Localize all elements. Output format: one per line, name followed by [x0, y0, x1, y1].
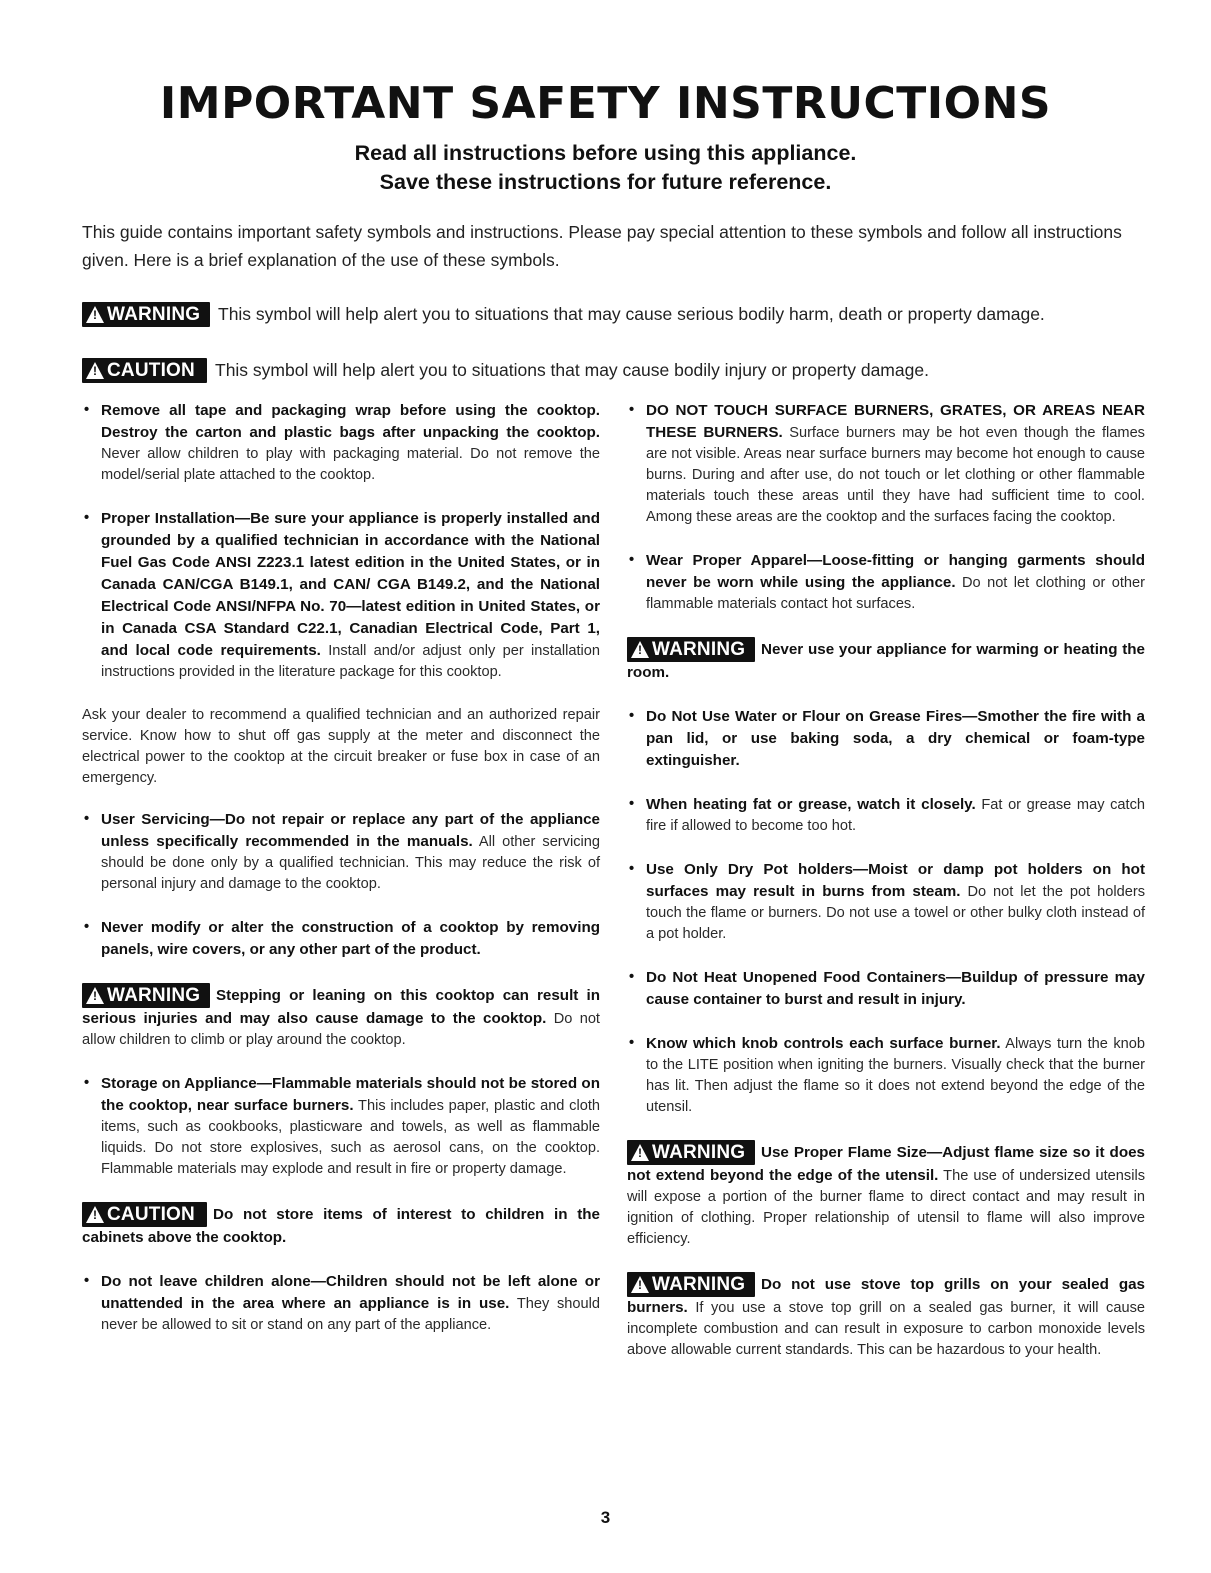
warning-paragraph: ! WARNING Stepping or leaning on this cooktop can result in serious injuries and may also cause damage to the cooktop. Do not allow children to climb or play around the cooktop. [82, 983, 600, 1051]
emergency-paragraph: Ask your dealer to recommend a qualified technician and an authorized repair service. Know how to shut off gas supply at the meter and disconnect the electrical power to the cooktop at the circuit breaker or fuse box in case of an emergency. [82, 707, 600, 786]
page-title: IMPORTANT SAFETY INSTRUCTIONS [159, 78, 1052, 129]
list-item: • Remove all tape and packaging wrap before using the cooktop. Destroy the carton and plastic bags after unpacking the cooktop. Never allow children to play with packaging material. Do not remove the model/serial plate attached to the cooktop. [84, 402, 600, 483]
list-item: • Do Not Use Water or Flour on Grease Fires—Smother the fire with a pan lid, or use baking soda, a dry chemical or foam-type extinguisher. [629, 708, 1145, 769]
subtitle-save: Save these instructions for future reference. [379, 170, 832, 194]
list-item: • Use Only Dry Pot holders—Moist or damp pot holders on hot surfaces may result in burns from steam. Do not let the pot holders touch the flame or burners. Do not use a towel or other bulky cloth instead of a pot holder. [629, 861, 1146, 942]
caution-triangle-icon [86, 1206, 104, 1223]
caution-symbol-text: This symbol will help alert you to situations that may cause bodily injury or property damage. [215, 360, 929, 380]
warning-triangle-icon [631, 1144, 649, 1161]
intro-paragraph: This guide contains important safety symbols and instructions. Please pay special attention to these symbols and follow all instructions given. Here is a brief explanation of the use of these symbols. [82, 222, 1122, 270]
warning-badge: ! WARNING [627, 1272, 755, 1297]
bullet: • [629, 552, 635, 568]
list-item: • Never modify or alter the construction of a cooktop by removing panels, wire covers, or any other part of the product. [84, 919, 600, 958]
warning-symbol-text: This symbol will help alert you to situations that may cause serious bodily harm, death or property damage. [218, 304, 1045, 324]
list-item: • DO NOT TOUCH SURFACE BURNERS, GRATES, OR AREAS NEAR THESE BURNERS. Surface burners may be hot even though the flames are not visible. Areas near surface burners may become hot enough to cause burns. During and after use, do not touch or let clothing or other flammable materials touch these areas until they have had sufficient time to cool. Among these areas are the cooktop and the surfaces facing the cooktop. [629, 402, 1145, 525]
bullet: • [84, 811, 90, 827]
list-item: • Proper Installation—Be sure your appliance is properly installed and grounded by a qualified technician in accordance with the National Fuel Gas Code ANSI Z223.1 latest edition in the United States, or in Canada CAN/CGA B149.1, and CAN/ CGA B149.2, and the National Electrical Code ANSI/NFPA No. 70—latest edition in United States, or in Canada CSA Standard C22.1, Canadian Electrical Code, Part 1, and local code requirements. Install and/or adjust only per installation instructions provided in the literature package for this cooktop. [84, 510, 600, 680]
right-column [627, 400, 1145, 1383]
warning-paragraph: ! WARNING Never use your appliance for warming or heating the room. [627, 637, 1145, 684]
caution-badge: ! CAUTION [82, 1202, 207, 1227]
caution-badge: ! CAUTION [82, 358, 207, 383]
list-item: • Wear Proper Apparel—Loose-fitting or hanging garments should never be worn while using the appliance. Do not let clothing or other flammable materials contact hot surfaces. [629, 552, 1145, 612]
bullet: • [84, 402, 90, 418]
list-item: • Do Not Heat Unopened Food Containers—Buildup of pressure may cause container to burst and result in injury. [629, 969, 1145, 1008]
bullet: • [629, 796, 635, 812]
warning-triangle-icon [631, 641, 649, 658]
bullet: • [629, 861, 635, 877]
warning-triangle-icon [86, 306, 104, 323]
list-item: • When heating fat or grease, watch it closely. Fat or grease may catch fire if allowed to become too hot. [629, 796, 1145, 834]
page-number: 3 [600, 1508, 611, 1527]
left-column [82, 400, 600, 1358]
subtitle-read: Read all instructions before using this appliance. [354, 141, 857, 165]
bullet: • [84, 919, 90, 935]
warning-badge: ! WARNING [82, 302, 210, 327]
list-item: • Storage on Appliance—Flammable materials should not be stored on the cooktop, near surface burners. This includes paper, plastic and cloth items, such as cookbooks, plasticware and towels, as well as flammable liquids. Do not store explosives, such as aerosol cans, on the cooktop. Flammable materials may explode and result in fire or property damage. [84, 1075, 600, 1177]
warning-badge: ! WARNING [627, 637, 755, 662]
warning-paragraph: ! WARNING Do not use stove top grills on your sealed gas burners. If you use a stove top grill on a sealed gas burner, it will cause incomplete combustion and can result in exposure to carbon monoxide levels above allowable current standards. This can be hazardous to your health. [627, 1272, 1145, 1361]
list-item: • Know which knob controls each surface burner. Always turn the knob to the LITE position when igniting the burners. Visually check that the burner has lit. Then adjust the flame so it does not extend beyond the edge of the utensil. [629, 1035, 1146, 1115]
bullet: • [84, 1075, 90, 1091]
bullet: • [84, 1273, 90, 1289]
warning-badge: ! WARNING [627, 1140, 755, 1165]
warning-badge: ! WARNING [82, 983, 210, 1008]
warning-triangle-icon [86, 987, 104, 1004]
list-item: • Do not leave children alone—Children should not be left alone or unattended in the area where an appliance is in use. They should never be allowed to sit or stand on any part of the appliance. [84, 1273, 600, 1333]
warning-symbol-explanation [82, 302, 1162, 327]
caution-triangle-icon [86, 362, 104, 379]
list-item: • User Servicing—Do not repair or replace any part of the appliance unless specifically recommended in the manuals. All other servicing should be done only by a qualified technician. This may reduce the risk of personal injury and damage to the cooktop. [84, 811, 600, 892]
warning-triangle-icon [631, 1276, 649, 1293]
caution-paragraph: ! CAUTION Do not store items of interest to children in the cabinets above the cooktop. [82, 1202, 600, 1249]
bullet: • [84, 510, 90, 526]
bullet: • [629, 1035, 635, 1051]
bullet: • [629, 402, 635, 418]
bullet: • [629, 969, 635, 985]
bullet: • [629, 708, 635, 724]
warning-paragraph: ! WARNING Use Proper Flame Size—Adjust flame size so it does not extend beyond the edge of the utensil. The use of undersized utensils will expose a portion of the burner flame to direct contact and may result in ignition of clothing. Proper relationship of utensil to flame will also improve efficiency. [627, 1140, 1145, 1250]
caution-symbol-explanation [82, 358, 1162, 383]
